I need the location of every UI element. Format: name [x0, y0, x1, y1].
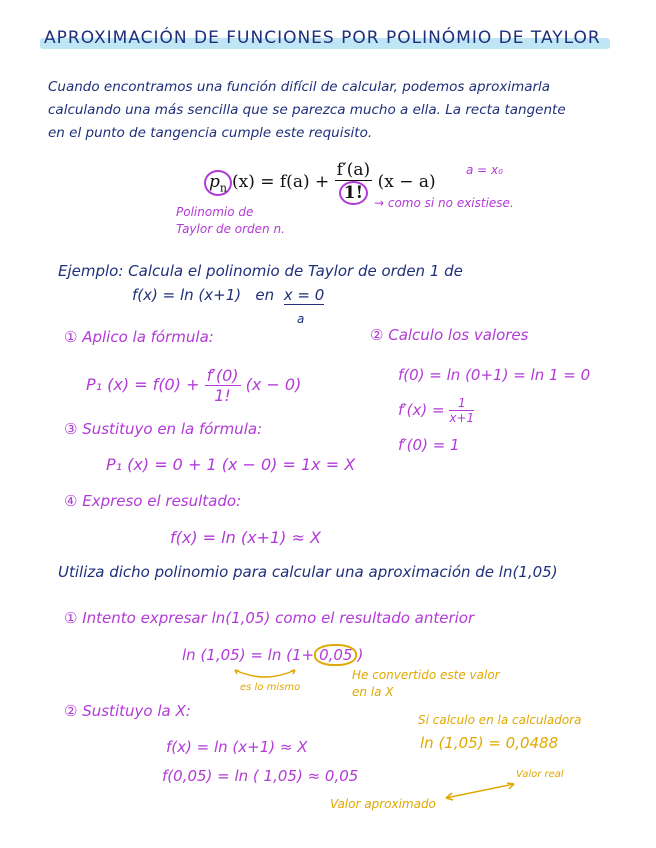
same-arrow [230, 664, 300, 684]
part2-step2-title: ② Sustituyo la X: [64, 702, 191, 720]
formula-lhs: (x) = f(a) + [231, 172, 330, 192]
part2-step1-equation: ln (1,05) = ln (1+ 0,05 ) [182, 646, 364, 664]
approx-label: Valor aproximado [330, 797, 436, 811]
step4-equation: f(x) = ln (x+1) ≈ X [170, 528, 321, 547]
step4-title: ④ Expreso el resultado: [64, 492, 242, 510]
part2-intro: Utiliza dicho polinomio para calcular una aproximación de ln(1,05) [58, 563, 558, 581]
formula-note-more: → como si no existiese. [374, 196, 514, 210]
step2-line-1: f(0) = ln (0+1) = ln 1 = 0 [398, 366, 591, 384]
formula-den: 1! [335, 181, 373, 205]
step2-line-2: f′(x) = $\frac{1}{x+1}$ [398, 396, 475, 425]
formula-pn: $p_n$ [204, 170, 232, 196]
example-point-label: a [297, 312, 305, 326]
formula-num: f′(a) [336, 160, 371, 180]
intro-line-3: en el punto de tangencia cumple este requisito. [48, 125, 373, 141]
calc-note: Si calculo en la calculadora [418, 713, 582, 727]
formula-label-1: Polinomio de [176, 205, 254, 219]
part2-step1-title: ① Intento expresar ln(1,05) como el resultado anterior [64, 609, 475, 627]
note-converted-1: He convertido este valor [352, 668, 500, 682]
example-line-1: Ejemplo: Calcula el polinomio de Taylor de orden 1 de [58, 262, 463, 280]
calc-result: ln (1,05) = 0,0488 [420, 734, 559, 752]
formula-tail: (x − a) [377, 172, 436, 192]
formula-fraction [335, 160, 373, 205]
note-same: es lo mismo [240, 682, 301, 693]
approx-arrow [440, 778, 520, 804]
step1-equation: P₁ (x) = f(0) + $\frac{f'(0)}{1!}$ (x − 0) [86, 366, 302, 405]
circled-value: 0,05 [314, 644, 357, 666]
formula-label-2: Taylor de orden n. [176, 222, 285, 236]
step1-title: ① Aplico la fórmula: [64, 328, 214, 346]
example-point: x = 0 [283, 286, 325, 304]
step3-equation: P₁ (x) = 0 + 1 (x − 0) = 1x = X [106, 455, 356, 474]
step3-title: ③ Sustituyo en la fórmula: [64, 420, 263, 438]
part2-step2-line-2: f(0,05) = ln ( 1,05) ≈ 0,05 [162, 767, 359, 785]
intro-line-2: calculando una más sencilla que se parezca mucho a ella. La recta tangente [48, 102, 566, 118]
part2-step2-line-1: f(x) = ln (x+1) ≈ X [166, 738, 308, 756]
step2-line-3: f′(0) = 1 [398, 436, 460, 454]
example-function: f(x) = ln (x+1) en x = 0 [132, 286, 325, 304]
page-title: APROXIMACIÓN DE FUNCIONES POR POLINÓMIO DE TAYLOR [44, 28, 601, 48]
step2-title: ② Calculo los valores [370, 326, 529, 344]
note-converted-2: en la X [352, 685, 394, 699]
real-label: Valor real [516, 769, 564, 780]
formula-note-a: a = x₀ [466, 163, 503, 177]
intro-line-1: Cuando encontramos una función difícil de calcular, podemos aproximarla [48, 79, 551, 95]
